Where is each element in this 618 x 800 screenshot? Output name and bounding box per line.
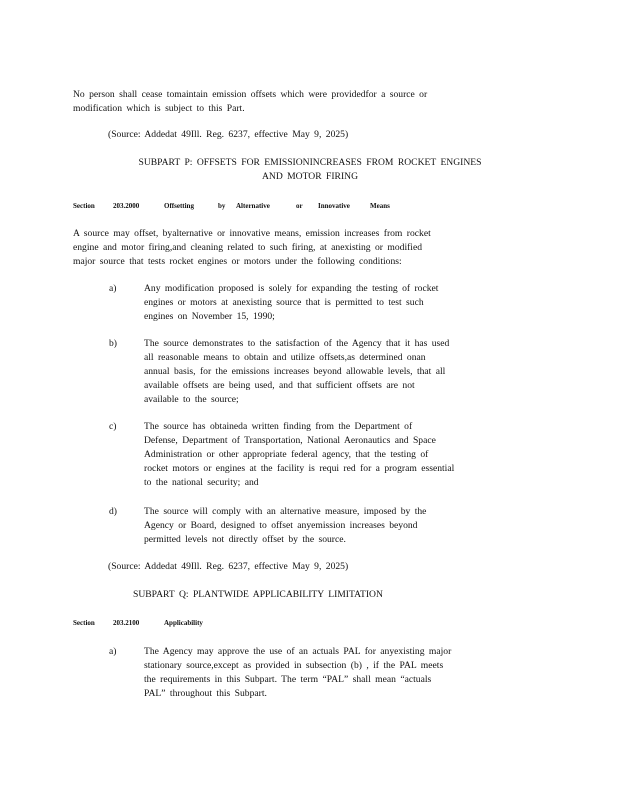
list-item-label: b) bbox=[109, 338, 117, 349]
section-title-word: by bbox=[218, 202, 226, 210]
list-item-line: The source demonstrates to the satisfaction of the Agency that it has used bbox=[144, 338, 450, 349]
section-title-word: or bbox=[296, 202, 303, 210]
list-item-line: The Agency may approve the use of an actuals PAL for anyexisting major bbox=[144, 646, 452, 657]
list-item-line: The source will comply with an alternative measure, imposed by the bbox=[144, 506, 427, 517]
subpart-p-heading-line-1: SUBPART P: OFFSETS FOR EMISSIONINCREASES FROM ROCKET ENGINES bbox=[138, 157, 482, 168]
section-label: Section bbox=[73, 619, 95, 627]
source-note: (Source: Addedat 49Ill. Reg. 6237, effective May 9, 2025) bbox=[108, 561, 349, 572]
list-item-line: Administration or other appropriate federal agency, that the testing of bbox=[144, 449, 429, 460]
section-number: 203.2100 bbox=[113, 619, 140, 627]
section-text-line-3: major source that tests rocket engines or motors under the following conditions: bbox=[73, 256, 402, 267]
intro-line-2: modification which is subject to this Part. bbox=[73, 103, 245, 114]
list-item-line: annual basis, for the emissions increases beyond allowable levels, that all bbox=[144, 366, 446, 377]
intro-line-1: No person shall cease tomaintain emission offsets which were providedfor a source or bbox=[73, 89, 428, 100]
section-text-line-2: engine and motor firing,and cleaning related to such firing, at anexisting or modified bbox=[73, 242, 423, 253]
subpart-q-heading: SUBPART Q: PLANTWIDE APPLICABILITY LIMITATION bbox=[133, 589, 383, 600]
section-title-word: Innovative bbox=[318, 202, 350, 210]
list-item-line: PAL” throughout this Subpart. bbox=[144, 688, 267, 699]
section-title-word: Offsetting bbox=[164, 202, 194, 210]
section-number: 203.2000 bbox=[113, 202, 140, 210]
source-note: (Source: Addedat 49Ill. Reg. 6237, effective May 9, 2025) bbox=[108, 129, 349, 140]
list-item-line: Any modification proposed is solely for expanding the testing of rocket bbox=[144, 283, 439, 294]
list-item-line: permitted levels not directly offset by the source. bbox=[144, 534, 346, 545]
list-item-line: all reasonable means to obtain and utilize offsets,as determined onan bbox=[144, 352, 426, 363]
section-title: Applicability bbox=[164, 619, 203, 627]
list-item-line: rocket motors or engines at the facility is requi red for a program essential bbox=[144, 463, 455, 474]
list-item-label: a) bbox=[109, 283, 117, 294]
list-item-line: engines on November 15, 1990; bbox=[144, 311, 275, 322]
list-item-line: stationary source,except as provided in subsection (b) , if the PAL meets bbox=[144, 660, 444, 671]
subpart-p-heading-line-2: AND MOTOR FIRING bbox=[261, 171, 359, 182]
list-item-line: to the national security; and bbox=[144, 477, 259, 488]
section-text-line-1: A source may offset, byalternative or innovative means, emission increases from rocket bbox=[73, 228, 431, 239]
list-item-label: a) bbox=[109, 646, 117, 657]
list-item-line: Agency or Board, designed to offset anyemission increases beyond bbox=[144, 520, 418, 531]
list-item-line: engines or motors at anexisting source that is permitted to test such bbox=[144, 297, 424, 308]
section-title-word: Alternative bbox=[236, 202, 270, 210]
list-item-line: available to the source; bbox=[144, 394, 239, 405]
list-item-label: c) bbox=[109, 421, 117, 432]
list-item-label: d) bbox=[109, 506, 117, 517]
section-label: Section bbox=[73, 202, 95, 210]
list-item-line: available offsets are being used, and that sufficient offsets are not bbox=[144, 380, 415, 391]
list-item-line: Defense, Department of Transportation, National Aeronautics and Space bbox=[144, 435, 436, 446]
list-item-line: the requirements in this Subpart. The term “PAL” shall mean “actuals bbox=[144, 674, 432, 685]
list-item-line: The source has obtaineda written finding from the Department of bbox=[144, 421, 413, 432]
section-title-word: Means bbox=[370, 202, 390, 210]
